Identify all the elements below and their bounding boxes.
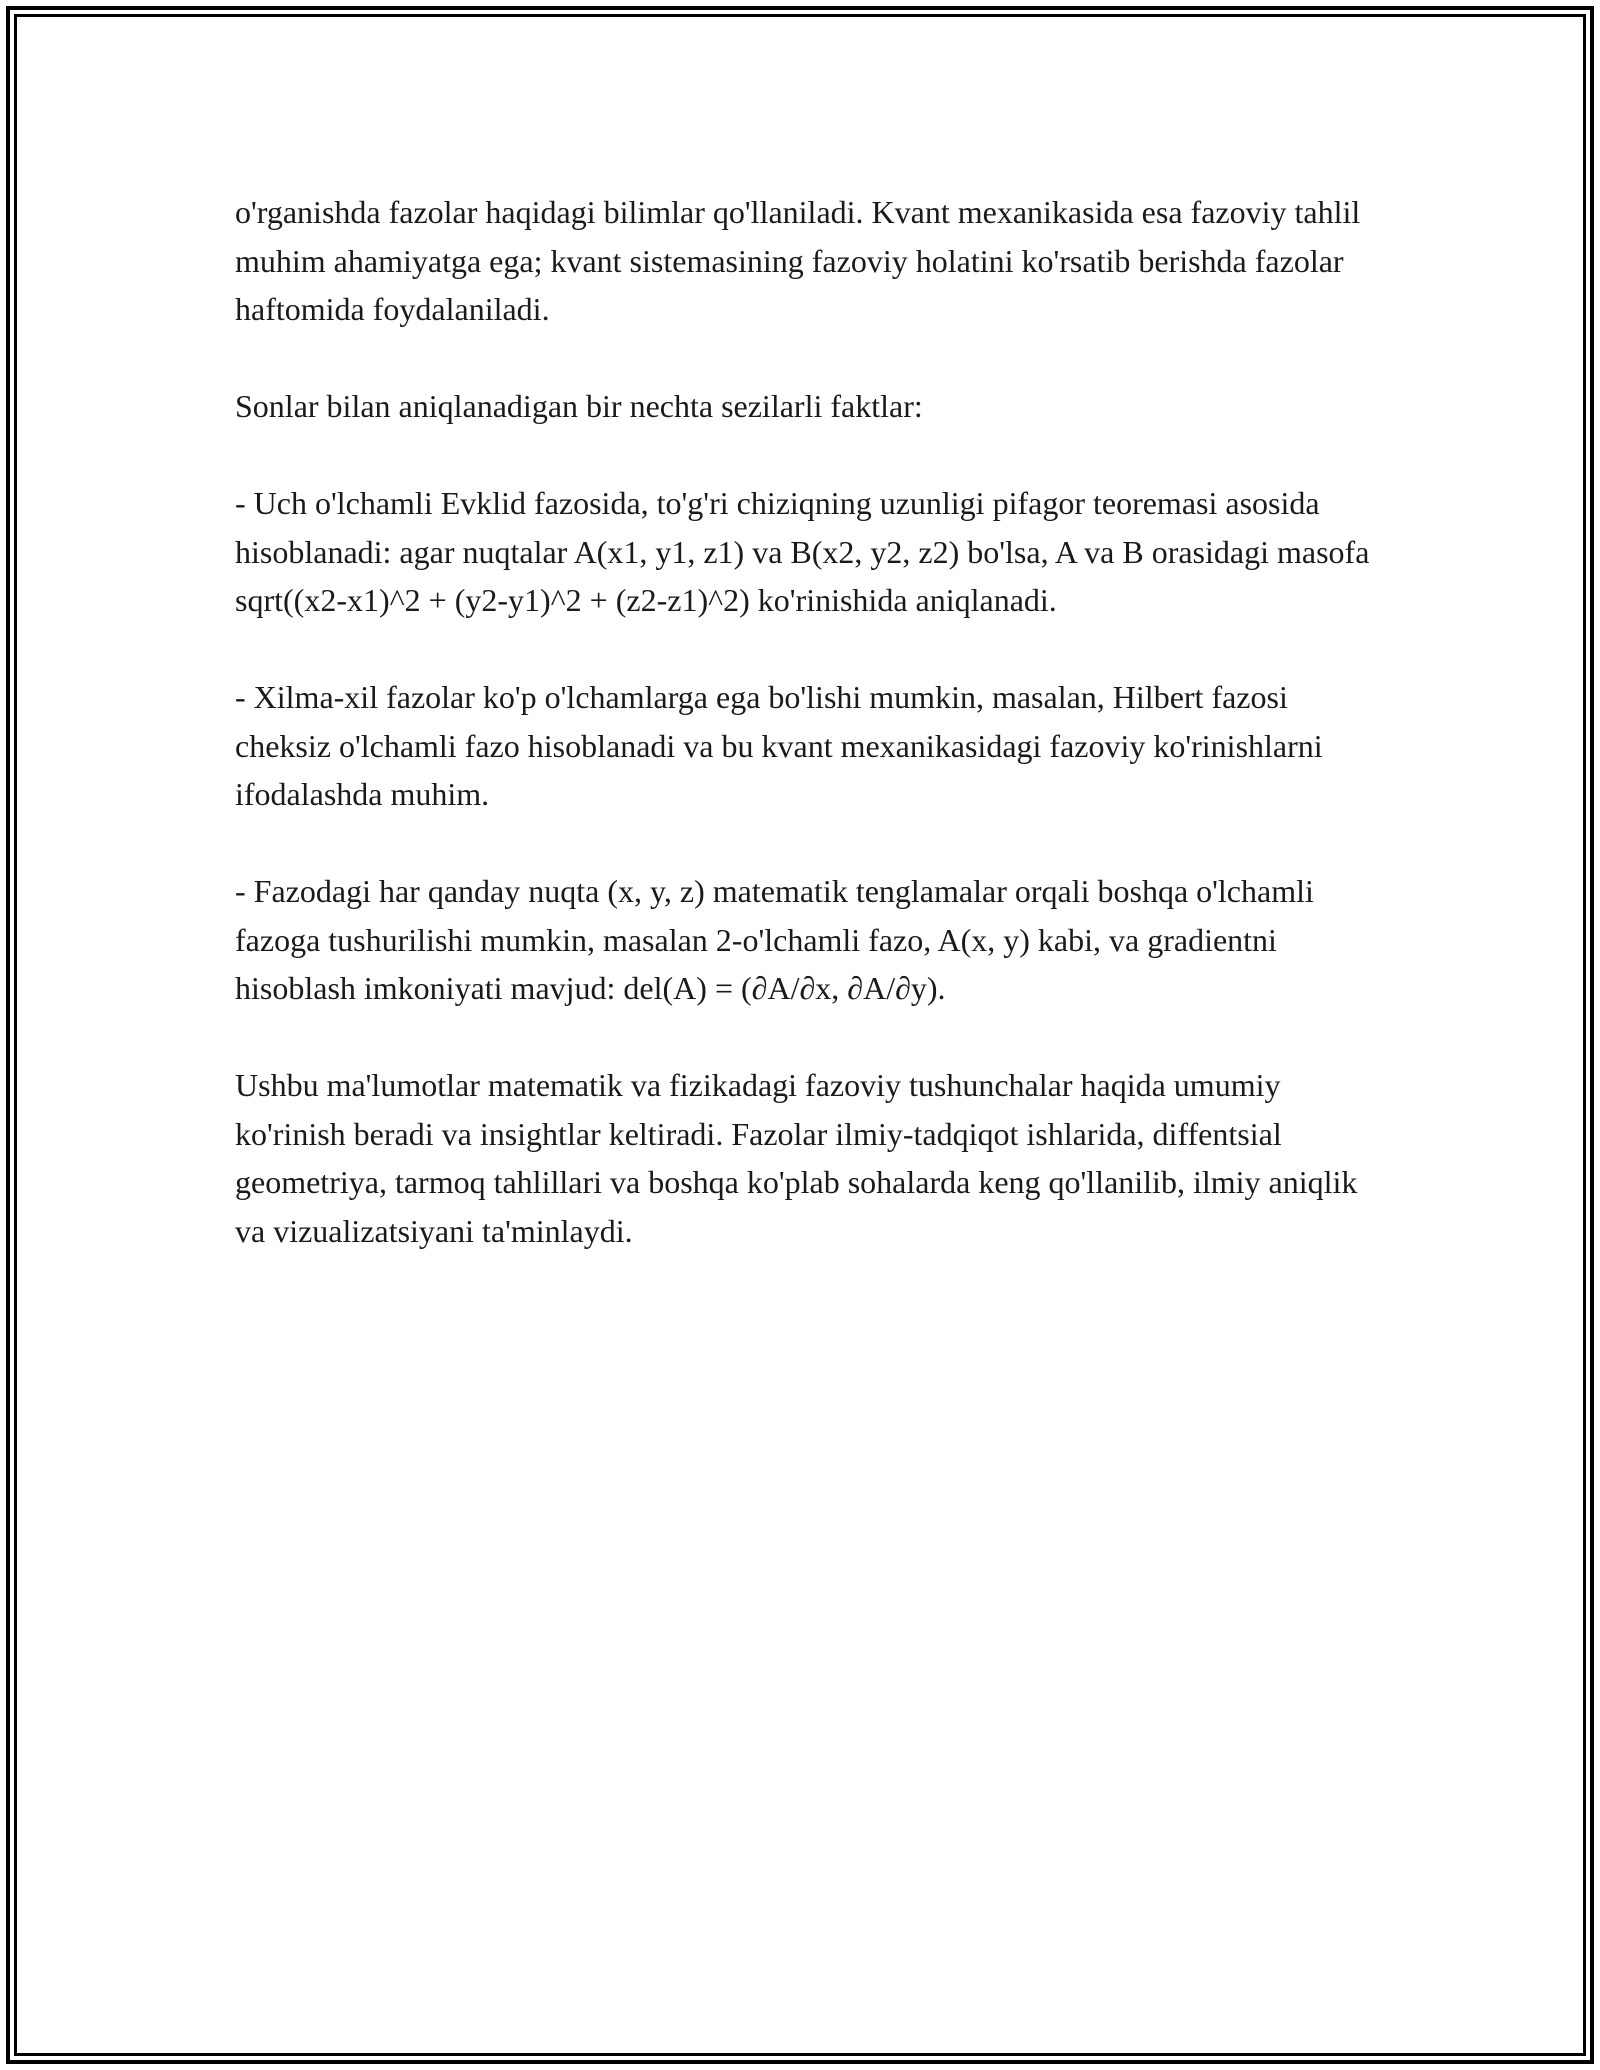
paragraph-facts-heading: Sonlar bilan aniqlanadigan bir nechta sezilarli faktlar: bbox=[235, 388, 923, 424]
paragraph-fact-hilbert: - Xilma-xil fazolar ko'p o'lchamlarga ega bo'lishi mumkin, masalan, Hilbert fazosi cheksiz o'lchamli fazo hisoblanadi va bu kvant mexanikasidagi fazoviy ko'rinishlarni ifodalashda muhim. bbox=[235, 679, 1323, 812]
paragraph-conclusion: Ushbu ma'lumotlar matematik va fizikadagi fazoviy tushunchalar haqida umumiy ko'rinish beradi va insightlar keltiradi. Fazolar ilmiy-tadqiqot ishlarida, diffentsial geometriya, tarmoq tahlillari va boshqa ko'plab sohalarda keng qo'llanilib, ilmiy aniqlik va vizualizatsiyani ta'minlaydi. bbox=[235, 1067, 1358, 1249]
paragraph-fact-gradient: - Fazodagi har qanday nuqta (x, y, z) matematik tenglamalar orqali boshqa o'lchamli fazoga tushurilishi mumkin, masalan 2-o'lchamli fazo, A(x, y) kabi, va gradientni hisoblash imkoniyati mavjud: del(A) = (∂A/∂x, ∂A/∂y). bbox=[235, 873, 1314, 1006]
document-body bbox=[235, 188, 1375, 1255]
paragraph-intro: o'rganishda fazolar haqidagi bilimlar qo'llaniladi. Kvant mexanikasida esa fazoviy tahlil muhim ahamiyatga ega; kvant sistemasining fazoviy holatini ko'rsatib berishda fazolar haftomida foydalaniladi. bbox=[235, 194, 1361, 327]
paragraph-fact-euclid: - Uch o'lchamli Evklid fazosida, to'g'ri chiziqning uzunligi pifagor teoremasi asosida hisoblanadi: agar nuqtalar A(x1, y1, z1) va B(x2, y2, z2) bo'lsa, A va B orasidagi masofa sqrt((x2-x1)^2 + (y2-y1)^2 + (z2-z1)^2) ko'rinishida aniqlanadi. bbox=[235, 485, 1370, 618]
